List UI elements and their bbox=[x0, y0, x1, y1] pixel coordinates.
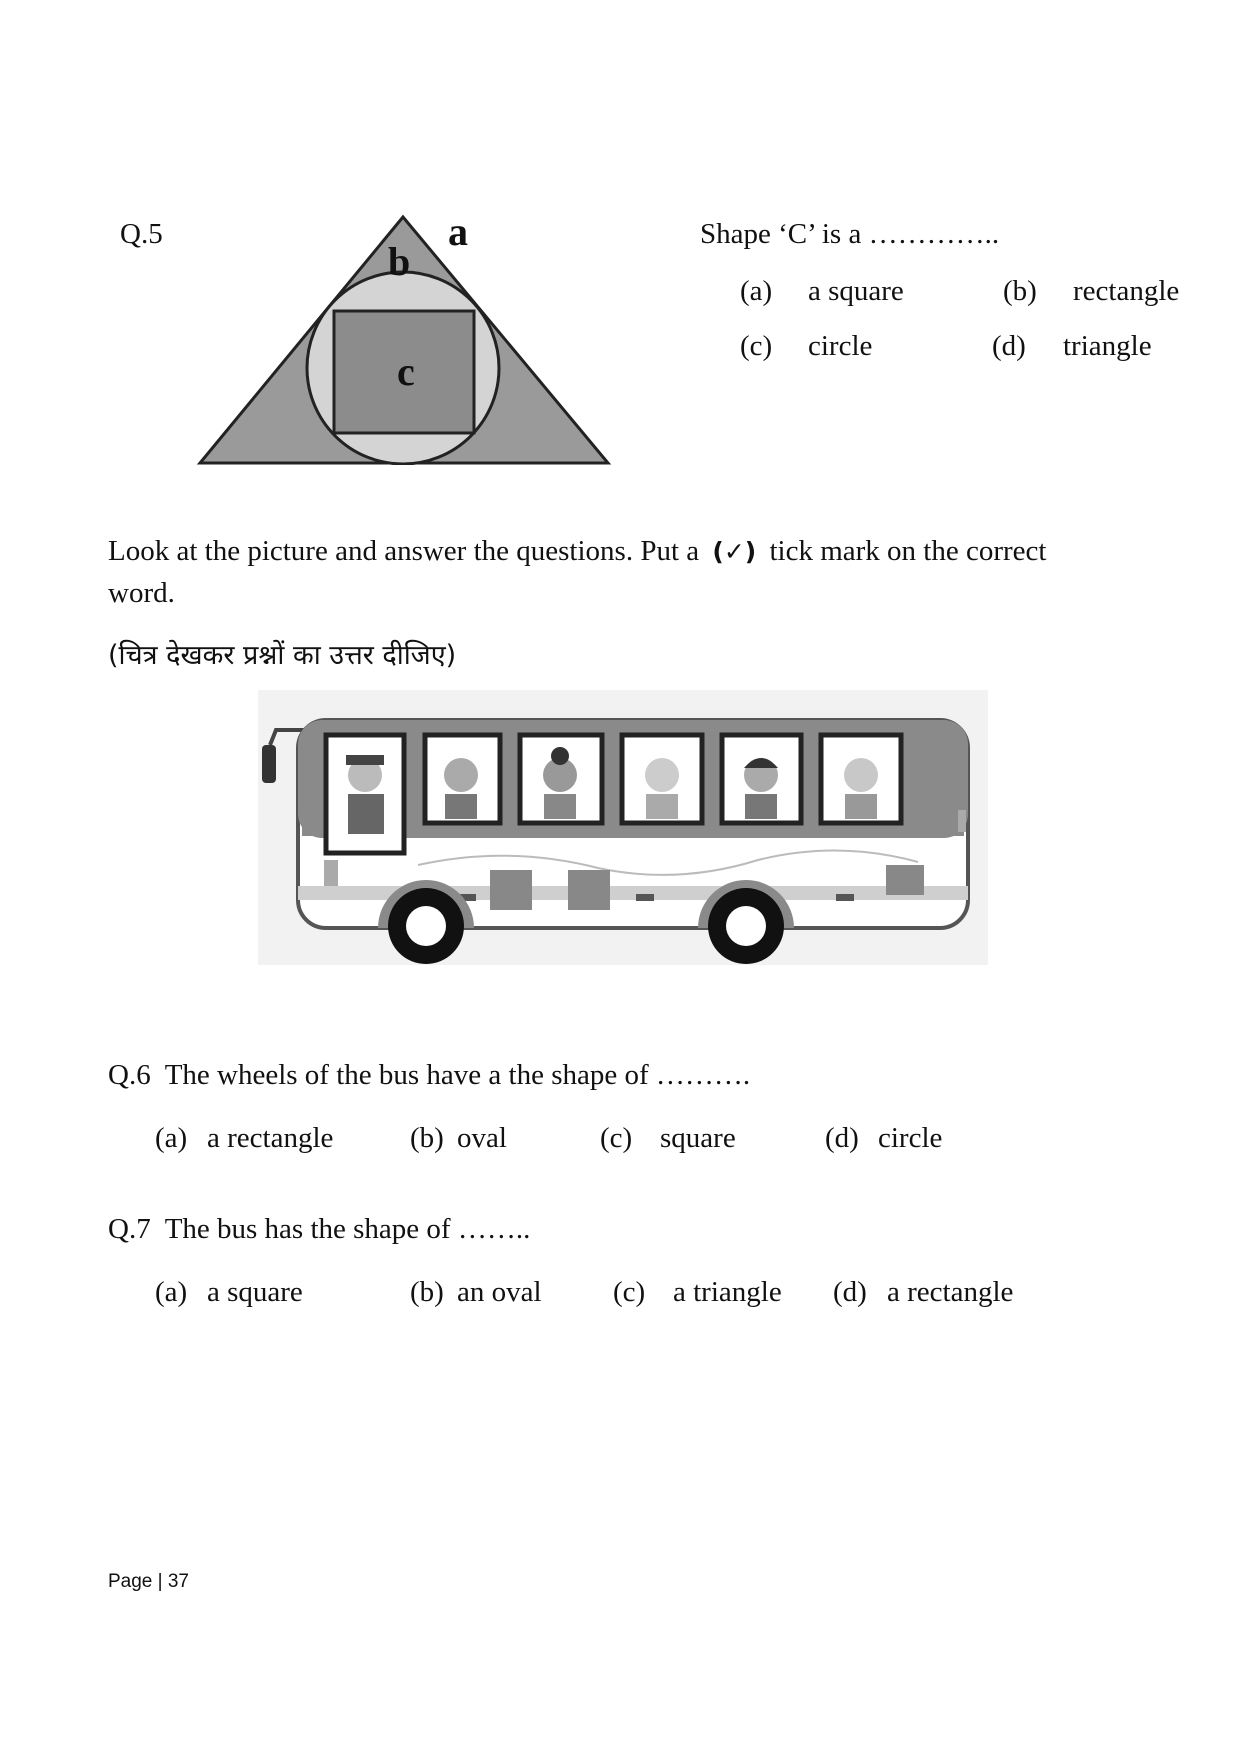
bus-illustration-icon bbox=[258, 690, 988, 965]
q7-question-line bbox=[108, 1211, 530, 1247]
instruction-after-tick: tick mark on the correct bbox=[769, 535, 1047, 567]
q5-option-c-text[interactable]: circle bbox=[808, 330, 873, 362]
figure-label-a: a bbox=[448, 209, 468, 254]
q7-option-b-text[interactable]: an oval bbox=[457, 1276, 542, 1308]
tick-mark-icon: (✓) bbox=[712, 537, 757, 566]
q7-option-c-letter[interactable]: (c) bbox=[613, 1276, 646, 1308]
instruction-line1 bbox=[108, 533, 1046, 570]
q6-option-a-letter[interactable]: (a) bbox=[155, 1122, 188, 1154]
q6-question-line bbox=[108, 1057, 750, 1093]
q6-number: Q.6 bbox=[108, 1059, 151, 1091]
instruction-before-tick: Look at the picture and answer the questions. Put a bbox=[108, 535, 700, 567]
q5-option-a-letter[interactable]: (a) bbox=[740, 275, 773, 307]
q7-option-a-letter[interactable]: (a) bbox=[155, 1276, 188, 1308]
figure-label-c: c bbox=[397, 349, 415, 394]
instruction-line2: word. bbox=[108, 577, 175, 609]
figure-label-b: b bbox=[388, 239, 411, 284]
q6-option-a-text[interactable]: a rectangle bbox=[207, 1122, 334, 1154]
page-number: Page | 37 bbox=[108, 1571, 190, 1592]
q6-option-d-text[interactable]: circle bbox=[878, 1122, 943, 1154]
q6-question: The wheels of the bus have a the shape of ………. bbox=[164, 1059, 751, 1091]
q7-number: Q.7 bbox=[108, 1213, 151, 1245]
instruction-hindi: (चित्र देखकर प्रश्नों का उत्तर दीजिए) bbox=[108, 640, 457, 671]
q5-option-a-text[interactable]: a square bbox=[808, 275, 904, 307]
q5-option-d-text[interactable]: triangle bbox=[1063, 330, 1152, 362]
q5-option-d-letter[interactable]: (d) bbox=[992, 330, 1026, 362]
q5-number: Q.5 bbox=[120, 218, 163, 250]
q6-option-b-text[interactable]: oval bbox=[457, 1122, 507, 1154]
q6-option-d-letter[interactable]: (d) bbox=[825, 1122, 859, 1154]
q6-option-c-text[interactable]: square bbox=[660, 1122, 736, 1154]
q5-option-b-text[interactable]: rectangle bbox=[1073, 275, 1180, 307]
q6-option-c-letter[interactable]: (c) bbox=[600, 1122, 633, 1154]
q7-option-d-text[interactable]: a rectangle bbox=[887, 1276, 1014, 1308]
q5-figure-icon bbox=[190, 205, 620, 465]
q7-option-b-letter[interactable]: (b) bbox=[410, 1276, 444, 1308]
q5-option-b-letter[interactable]: (b) bbox=[1003, 275, 1037, 307]
q5-question: Shape ‘C’ is a ………….. bbox=[700, 218, 1000, 250]
q5-option-c-letter[interactable]: (c) bbox=[740, 330, 773, 362]
q6-option-b-letter[interactable]: (b) bbox=[410, 1122, 444, 1154]
q7-option-d-letter[interactable]: (d) bbox=[833, 1276, 867, 1308]
q7-question: The bus has the shape of …….. bbox=[164, 1213, 531, 1245]
q7-option-c-text[interactable]: a triangle bbox=[673, 1276, 782, 1308]
q7-option-a-text[interactable]: a square bbox=[207, 1276, 303, 1308]
